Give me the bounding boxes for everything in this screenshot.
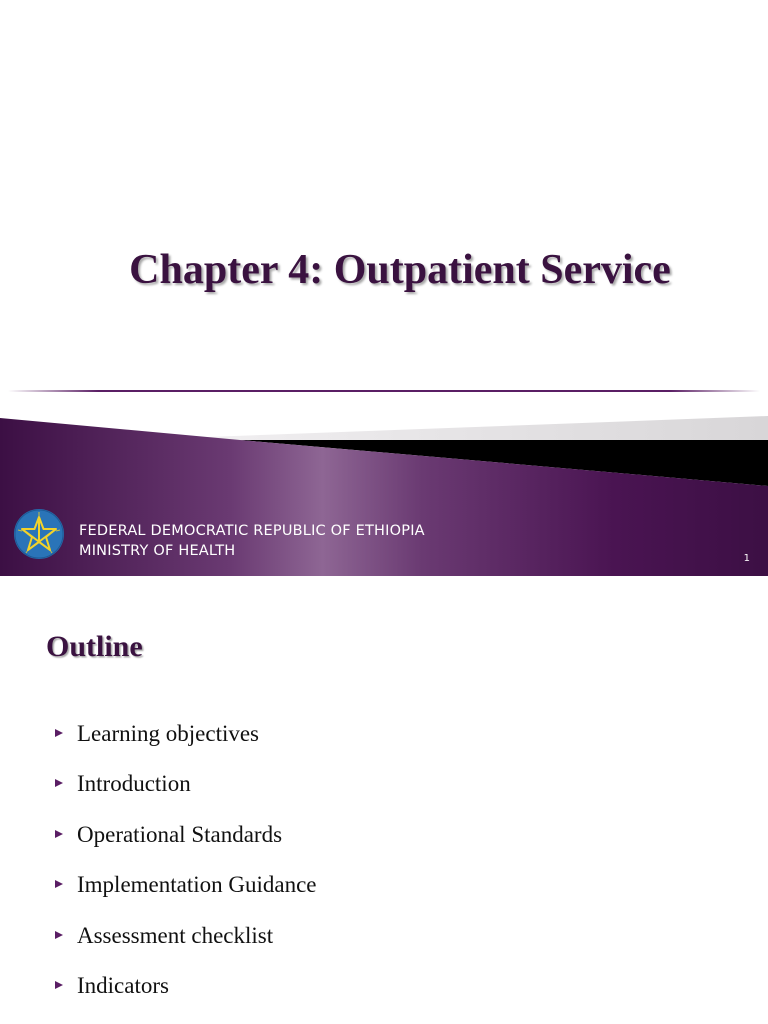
outline-title: Outline [46,630,143,663]
triangle-bullet-icon [55,931,63,939]
triangle-bullet-icon [55,880,63,888]
organization-name [79,521,425,561]
list-item-label: Assessment checklist [77,922,274,948]
list-item-label: Indicators [77,972,169,998]
triangle-bullet-icon [55,981,63,989]
org-line-ministry: MINISTRY OF HEALTH [79,543,236,559]
list-item-label: Introduction [77,771,191,797]
triangle-bullet-icon [55,729,63,737]
divider-line [8,390,760,392]
ethiopian-star-emblem-icon [13,508,65,560]
outline-slide [0,576,768,1024]
slide-title: Chapter 4: Outpatient Service [129,247,671,293]
slide-number: 1 [743,553,750,564]
org-line-country: FEDERAL DEMOCRATIC REPUBLIC OF ETHIOPIA [79,523,425,539]
list-item-label: Implementation Guidance [77,872,317,898]
list-item-label: Learning objectives [77,721,260,746]
list-item-label: Operational Standards [77,821,283,847]
triangle-bullet-icon [55,779,63,787]
triangle-bullet-icon [55,830,63,838]
